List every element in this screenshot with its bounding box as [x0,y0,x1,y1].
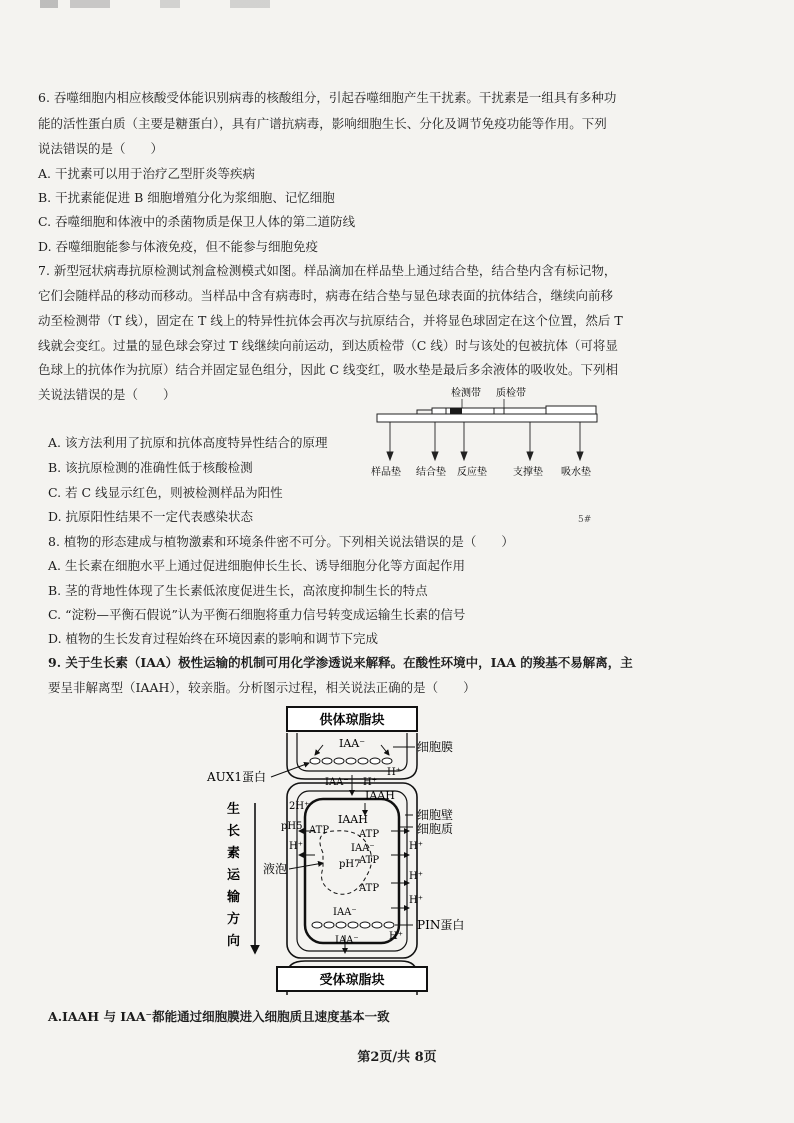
h-plus-top-right: H⁺ [387,767,401,778]
q8-option-a: A. 生长素在细胞水平上通过促进细胞伸长生长、诱导细胞分化等方面起作用 [48,558,465,573]
pin-label: PIN蛋白 [417,918,465,932]
h-plus-bottom: H⁺ [389,931,403,942]
q7-stem-line-4: 线就会变红。过量的显色球会穿过 T 线继续向前运动，到达质检带（C 线）时与该处的包被抗体（可将显 [38,338,618,353]
label-detection-band: 检测带 [451,388,481,399]
q8-option-b: B. 茎的背地性体现了生长素低浓度促进生长，高浓度抑制生长的特点 [48,583,428,598]
ph5-label: pH5 [281,821,303,832]
two-h-plus: 2H⁺ [289,801,310,812]
conjugate-pad [432,408,446,414]
label-control-band: 质检带 [496,388,526,399]
q6-option-b: B. 干扰素能促进 B 细胞增殖分化为浆细胞、记忆细胞 [38,190,335,205]
q7-option-c: C. 若 C 线显示红色，则被检测样品为阳性 [48,485,283,500]
cell-wall-label: 细胞壁 [417,808,454,822]
label-absorbent-pad: 吸水垫 [561,467,591,478]
direction-char-4: 运 [227,868,241,883]
iaa-minus-mid: IAA⁻ [351,843,375,854]
q6-option-d: D. 吞噬细胞能参与体液免疫，但不能参与细胞免疫 [38,239,319,254]
h-plus-right-3: H⁺ [409,895,423,906]
absorbent-pad [546,406,596,414]
q7-stem-line-5: 色球上的抗体作为抗原）结合并固定显色组分，因此 C 线变红，吸水垫是最后多余液体的吸收处。下列相 [38,362,619,377]
q7-option-d: D. 抗原阳性结果不一定代表感染状态 [48,509,254,524]
atp-right-2: ATP [359,855,380,866]
test-strip-base [377,414,597,422]
q7-stem-line-3: 动至检测带（T 线），固定在 T 线上的特异性抗体会再次与抗原结合，并将显色球固定在这个位置，然后 T [38,313,623,328]
iaah-upper: IAAH [365,789,395,802]
donor-agar-label: 供体琼脂块 [319,713,385,728]
iaa-transport-diagram [205,703,495,995]
h-plus-right-1: H⁺ [409,841,423,852]
aux1-label: AUX1蛋白 [207,770,266,784]
q9-option-a: A.IAAH 与 IAA⁻都能通过细胞膜进入细胞质且速度基本一致 [48,1009,390,1024]
q7-option-a: A. 该方法利用了抗原和抗体高度特异性结合的原理 [48,435,328,450]
q7-option-b: B. 该抗原检测的准确性低于核酸检测 [48,460,253,475]
q6-stem-line-1: 6. 吞噬细胞内相应核酸受体能识别病毒的核酸组分，引起吞噬细胞产生干扰素。干扰素是一组具有多种功 [38,90,617,105]
q6-option-c: C. 吞噬细胞和体液中的杀菌物质是保卫人体的第二道防线 [38,214,356,229]
iaa-minus-top: IAA⁻ [339,737,366,750]
q6-option-a: A. 干扰素可以用于治疗乙型肝炎等疾病 [38,166,255,181]
h-plus-left: H⁺ [289,841,303,852]
iaa-minus-upper: IAA⁻ [325,777,349,788]
cytoplasm-label: 细胞质 [417,822,454,836]
direction-char-1: 生 [227,802,241,817]
q9-stem-line-2: 要呈非解离型（IAAH），较亲脂。分析图示过程，相关说法正确的是（ ） [48,680,476,695]
q7-stem-line-6: 关说法错误的是（ ） [38,387,176,402]
h-plus-upper: H⁺ [363,777,377,788]
direction-char-5: 输 [227,890,241,905]
label-conjugate-pad: 结合垫 [416,467,446,478]
c-line-band [494,408,504,414]
q8-option-c: C. “淀粉—平衡石假说”认为平衡石细胞将重力信号转变成运输生长素的信号 [48,607,466,622]
scan-artifact [40,0,300,8]
label-reaction-pad: 反应垫 [457,467,487,478]
sample-pad [377,410,432,414]
t-line-band [450,408,462,414]
iaa-minus-lower: IAA⁻ [333,907,357,918]
direction-char-6: 方 [227,912,241,927]
direction-char-2: 长 [227,824,241,839]
stray-mark: 5# [578,515,592,525]
q8-stem: 8. 植物的形态建成与植物激素和环境条件密不可分。下列相关说法错误的是（ ） [48,534,514,549]
h-plus-right-2: H⁺ [409,871,423,882]
receiver-agar-label: 受体琼脂块 [319,973,385,988]
atp-right-3: ATP [359,883,380,894]
atp-left: ATP [309,825,330,836]
direction-char-3: 素 [227,846,241,861]
ph7-label: pH7 [339,859,361,870]
iaah-inner: IAAH [338,813,368,826]
q6-stem-line-2: 能的活性蛋白质（主要是糖蛋白），具有广谱抗病毒，影响细胞生长、分化及调节免疫功能等作用。下列 [38,116,607,131]
q9-stem-line-1: 9. 关于生长素（IAA）极性运输的机制可用化学渗透说来解释。在酸性环境中，IAA 的羧基不易解离，主 [48,655,633,670]
label-sample-pad: 样品垫 [371,467,401,478]
q6-stem-line-3: 说法错误的是（ ） [38,141,164,156]
q7-stem-line-1: 7. 新型冠状病毒抗原检测试剂盒检测模式如图。样品滴加在样品垫上通过结合垫，结合垫内含有标记物， [38,263,617,278]
membrane-label: 细胞膜 [417,740,454,754]
vacuole-label: 液泡 [263,862,288,876]
direction-char-7: 向 [227,934,241,949]
q7-stem-line-2: 它们会随样品的移动而移动。当样品中含有病毒时，病毒在结合垫与显色球表面的抗体结合，继续向前移 [38,288,614,303]
atp-right-1: ATP [359,829,380,840]
q8-option-d: D. 植物的生长发育过程始终在环境因素的影响和调节下完成 [48,631,379,646]
label-support-pad: 支撑垫 [513,467,543,478]
iaa-minus-bottom: IAA⁻ [335,935,359,946]
transport-direction [226,801,255,953]
page-footer: 第2页/共 8页 [357,1050,437,1065]
antigen-test-diagram [362,382,602,482]
